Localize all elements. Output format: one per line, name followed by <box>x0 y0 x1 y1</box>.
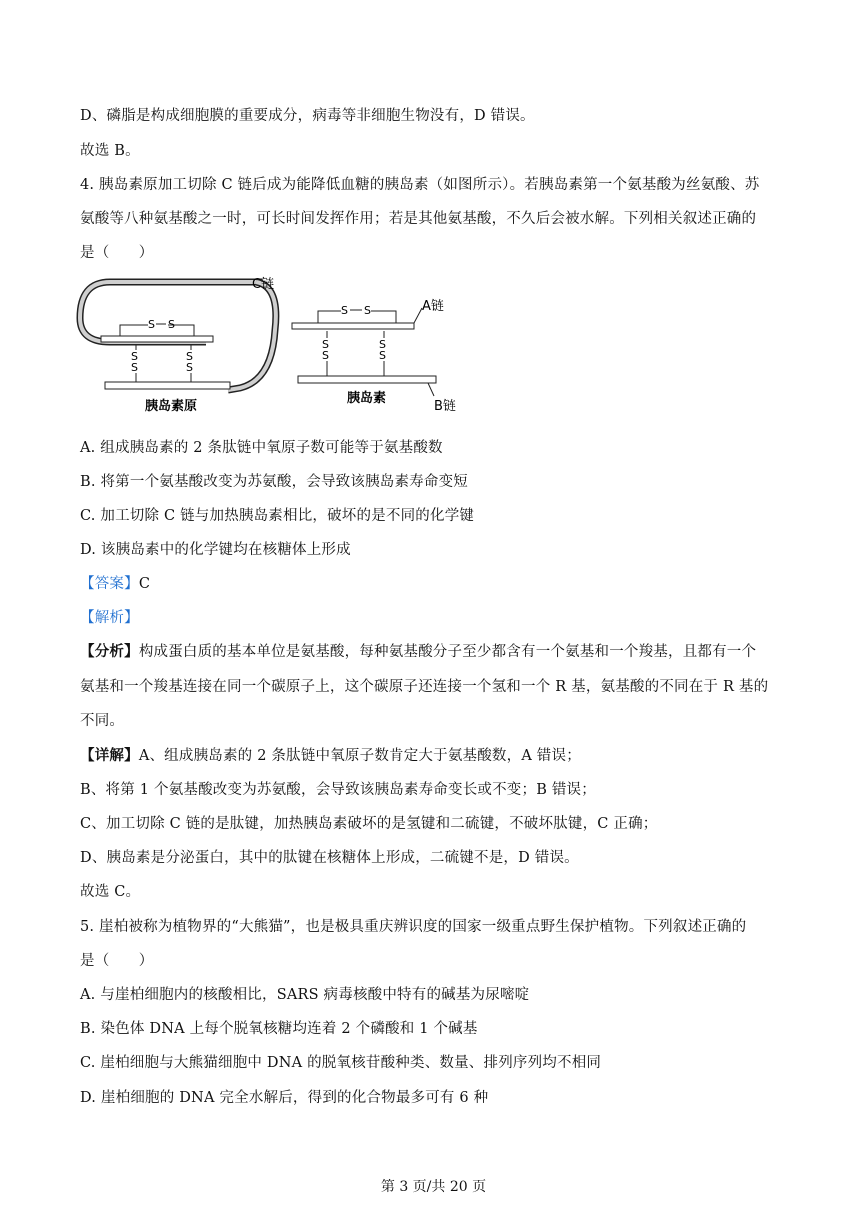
q5-option-a: A. 与崖柏细胞内的核酸相比，SARS 病毒核酸中特有的碱基为尿嘧啶 <box>80 987 530 1003</box>
insulin-diagram <box>70 268 490 418</box>
question-5-stem: 是（ ） <box>80 953 154 969</box>
svg-text:S: S <box>131 350 138 363</box>
svg-text:S: S <box>168 318 175 331</box>
xiangjie-line: 故选 C。 <box>80 884 141 900</box>
fenxi-text: 构成蛋白质的基本单位是氨基酸，每种氨基酸分子至少都含有一个氨基和一个羧基，且都有一个 <box>138 644 757 660</box>
c-chain-label: C链 <box>252 277 275 292</box>
a-chain-label: A链 <box>422 299 444 314</box>
proinsulin-a-chain <box>101 336 213 342</box>
q5-option-c: C. 崖柏细胞与大熊猫细胞中 DNA 的脱氧核苷酸种类、数量、排列序列均不相同 <box>80 1055 602 1071</box>
xiangjie-text: A、组成胰岛素的 2 条肽链中氧原子数肯定大于氨基酸数，A 错误； <box>138 748 581 764</box>
answer-value: C <box>138 576 151 592</box>
option-a: A. 组成胰岛素的 2 条肽链中氧原子数可能等于氨基酸数 <box>80 440 443 456</box>
q5-option-d: D. 崖柏细胞的 DNA 完全水解后，得到的化合物最多可有 6 种 <box>80 1090 489 1106</box>
svg-text:S: S <box>148 318 155 331</box>
option-b: B. 将第一个氨基酸改变为苏氨酸，会导致该胰岛素寿命变短 <box>80 474 468 490</box>
insulin-label: 胰岛素 <box>347 391 387 406</box>
svg-text:S: S <box>364 304 371 317</box>
svg-text:S: S <box>379 349 386 362</box>
fenxi-line: 不同。 <box>80 713 125 729</box>
c-chain-loop <box>80 282 262 342</box>
answer-tag: 【答案】 <box>80 576 139 592</box>
c-chain-right <box>228 282 276 390</box>
b-chain-label: B链 <box>434 399 456 414</box>
text-line: 故选 B。 <box>80 143 140 159</box>
svg-text:S: S <box>131 361 138 374</box>
proinsulin-b-chain <box>105 382 230 389</box>
question-4-stem: 4. 胰岛素原加工切除 C 链后成为能降低血糖的胰岛素（如图所示）。若胰岛素第一个氨基酸为丝氨酸、苏 <box>80 177 760 193</box>
svg-text:S: S <box>341 304 348 317</box>
svg-text:S: S <box>186 350 193 363</box>
option-c: C. 加工切除 C 链与加热胰岛素相比，破坏的是不同的化学键 <box>80 508 475 524</box>
insulin-b-chain <box>298 376 436 383</box>
xiangjie-line: B、将第 1 个氨基酸改变为苏氨酸，会导致该胰岛素寿命变长或不变；B 错误； <box>80 782 596 798</box>
fenxi-line: 氨基和一个羧基连接在同一个碳原子上，这个碳原子还连接一个氢和一个 R 基，氨基酸的不同在于 R 基的 <box>80 679 769 695</box>
question-4-stem: 是（ ） <box>80 245 154 261</box>
q5-option-b: B. 染色体 DNA 上每个脱氧核糖均连着 2 个磷酸和 1 个碱基 <box>80 1021 478 1037</box>
page-footer: 第 3 页/共 20 页 <box>380 1179 487 1195</box>
xiangjie-line: D、胰岛素是分泌蛋白，其中的肽键在核糖体上形成，二硫键不是，D 错误。 <box>80 850 579 866</box>
question-5-stem: 5. 崖柏被称为植物界的“大熊猫”，也是极具重庆辨识度的国家一级重点野生保护植物。下列叙述正确的 <box>80 919 747 935</box>
fenxi-line <box>80 640 756 661</box>
xiangjie-line <box>80 744 581 765</box>
fenxi-tag: 【分析】 <box>80 643 139 660</box>
answer-line <box>80 572 150 593</box>
text-line: D、磷脂是构成细胞膜的重要成分，病毒等非细胞生物没有，D 错误。 <box>80 108 535 124</box>
proinsulin-label: 胰岛素原 <box>145 399 198 414</box>
svg-text:S: S <box>186 361 193 374</box>
svg-text:S: S <box>322 349 329 362</box>
xiangjie-tag: 【详解】 <box>80 747 139 764</box>
option-d: D. 该胰岛素中的化学键均在核糖体上形成 <box>80 542 351 558</box>
xiangjie-line: C、加工切除 C 链的是肽键，加热胰岛素破坏的是氢键和二硫键，不破坏肽键，C 正确； <box>80 816 658 832</box>
insulin-a-chain <box>292 323 414 329</box>
svg-text:S: S <box>322 338 329 351</box>
question-4-stem: 氨酸等八种氨基酸之一时，可长时间发挥作用；若是其他氨基酸，不久后会被水解。下列相关叙述正确的 <box>80 211 757 227</box>
analysis-line <box>80 606 139 627</box>
analysis-tag: 【解析】 <box>80 610 139 626</box>
svg-text:S: S <box>379 338 386 351</box>
